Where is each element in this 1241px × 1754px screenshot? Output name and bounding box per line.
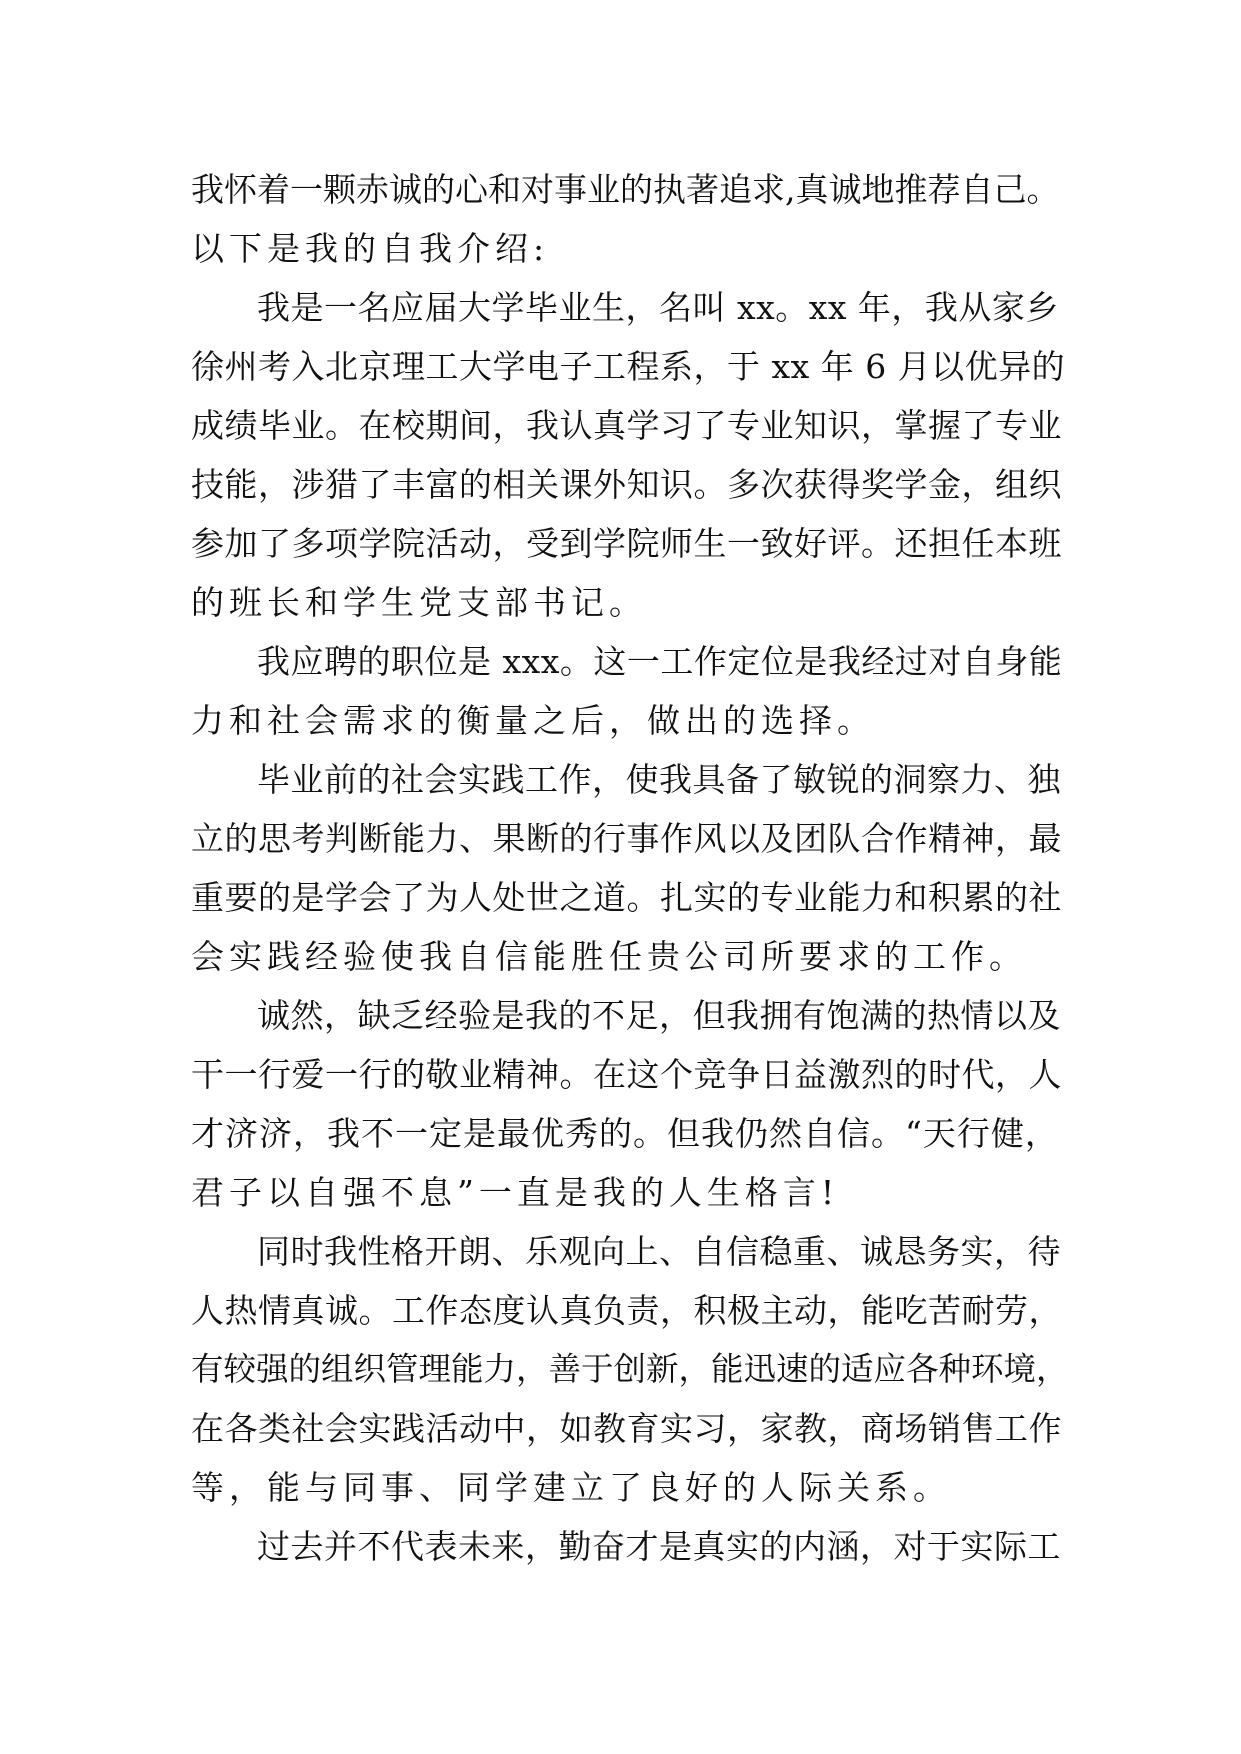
text-line: 立的思考判断能力、果断的行事作风以及团队合作精神，最 [191,819,1062,858]
text-line: 才济济，我不一定是最优秀的。但我仍然自信。“天行健， [191,1114,1059,1153]
text-line: 等，能与同事、同学建立了良好的人际关系。 [191,1468,951,1507]
paragraph-start-line: 过去并不代表未来，勤奋才是真实的内涵，对于实际工 [257,1527,1061,1566]
text-line: 会实践经验使我自信能胜任贵公司所要求的工作。 [191,937,1027,976]
text-line: 参加了多项学院活动，受到学院师生一致好评。还担任本班 [191,524,1062,563]
text-line: 重要的是学会了为人处世之道。扎实的专业能力和积累的社 [191,878,1062,917]
paragraph-start-line: 诚然，缺乏经验是我的不足，但我拥有饱满的热情以及 [257,996,1061,1035]
text-line: 的班长和学生党支部书记。 [191,583,647,622]
text-line: 技能，涉猎了丰富的相关课外知识。多次获得奖学金，组织 [191,465,1062,504]
text-line: 人热情真诚。工作态度认真负责，积极主动，能吃苦耐劳， [191,1291,1062,1330]
text-line: 力和社会需求的衡量之后，做出的选择。 [191,701,875,740]
paragraph-start-line: 同时我性格开朗、乐观向上、自信稳重、诚恳务实，待 [257,1232,1061,1271]
text-line: 我怀着一颗赤诚的心和对事业的执著追求,真诚地推荐自己。 [191,170,1060,209]
text-line: 成绩毕业。在校期间，我认真学习了专业知识，掌握了专业 [191,406,1062,445]
paragraph-start-line: 毕业前的社会实践工作，使我具备了敏锐的洞察力、独 [257,760,1061,799]
text-line: 有较强的组织管理能力，善于创新，能迅速的适应各种环境， [191,1350,1069,1388]
text-line: 干一行爱一行的敬业精神。在这个竞争日益激烈的时代，人 [191,1055,1062,1094]
paragraph-start-line: 我是一名应届大学毕业生，名叫 xx。xx 年，我从家乡 [257,288,1059,327]
text-line: 在各类社会实践活动中，如教育实习，家教，商场销售工作 [191,1409,1062,1448]
body-text [191,160,1071,1576]
paragraph-start-line: 我应聘的职位是 xxx。这一工作定位是我经过对自身能 [257,642,1063,681]
text-line: 徐州考入北京理工大学电子工程系，于 xx 年 6 月以优异的 [191,347,1066,386]
text-line: 君子以自强不息”一直是我的人生格言! [191,1173,840,1212]
text-line: 以下是我的自我介绍: [191,229,550,268]
